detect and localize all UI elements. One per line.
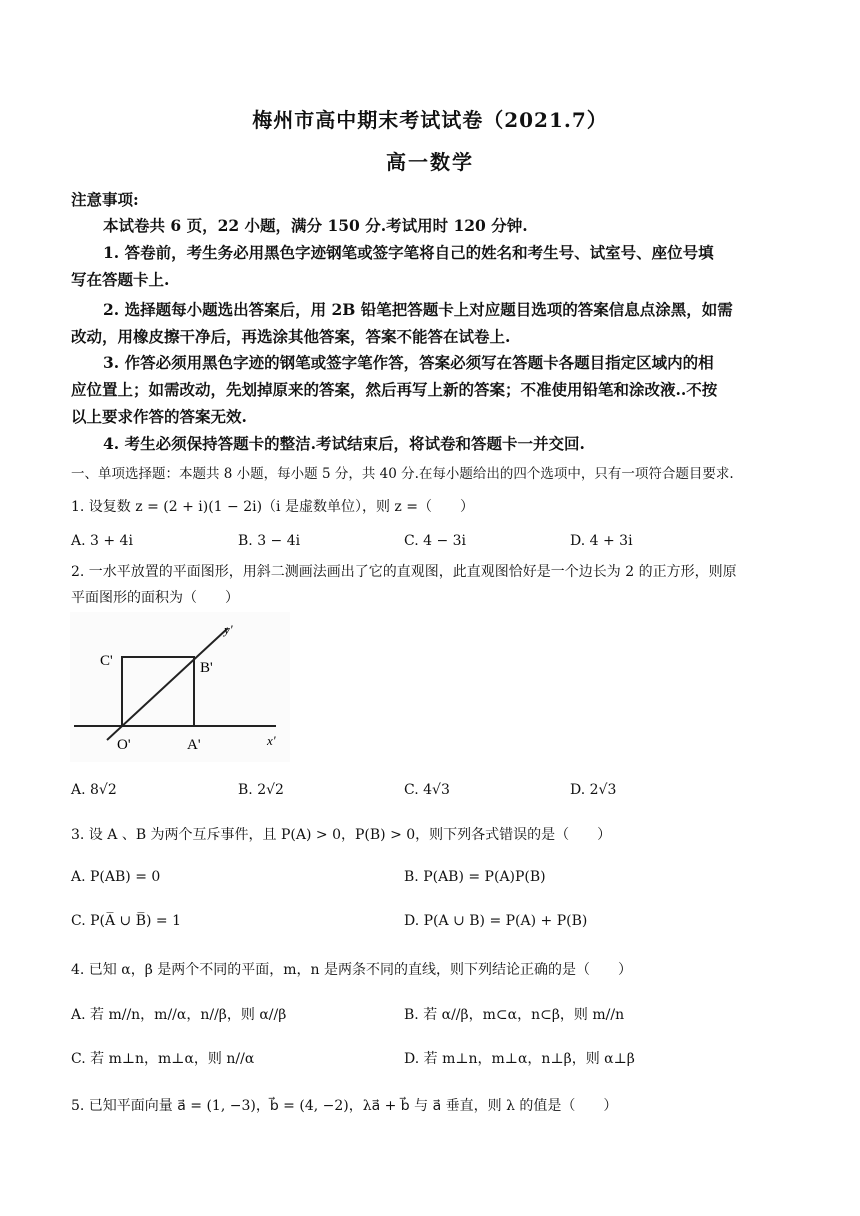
q1-option-c: C. 4 − 3i (404, 533, 467, 549)
q4-option-d: D. 若 m⊥n，m⊥α，n⊥β，则 α⊥β (404, 1051, 635, 1067)
label-y: y' (224, 622, 233, 637)
notice-line: 本试卷共 6 页，22 小题，满分 150 分.考试用时 120 分钟. (103, 216, 528, 235)
q4-option-b: B. 若 α//β，m⊂α，n⊂β，则 m//n (404, 1007, 625, 1023)
notice-line: 写在答题卡上. (71, 270, 170, 289)
q3-option-b: B. P(AB) = P(A)P(B) (404, 869, 546, 885)
notice-line: 2. 选择题每小题选出答案后，用 2B 铅笔把答题卡上对应题目选项的答案信息点涂黑，如需 (103, 300, 733, 319)
q5-stem: 5. 已知平面向量 a⃗ = (1, −3)，b⃗ = (4, −2)，λa⃗ + b⃗ 与 a⃗ 垂直，则 λ 的值是（ ） (71, 1098, 618, 1114)
q2-figure (70, 612, 290, 762)
notice-heading: 注意事项: (71, 190, 139, 209)
q4-stem: 4. 已知 α，β 是两个不同的平面，m，n 是两条不同的直线，则下列结论正确的是（ ） (71, 962, 632, 978)
label-c: C' (100, 653, 113, 669)
q1-option-b: B. 3 − 4i (238, 533, 301, 549)
q3-option-c: C. P(A̅ ∪ B̅) = 1 (71, 913, 182, 929)
section-intro: 一、单项选择题：本题共 8 小题，每小题 5 分，共 40 分.在每小题给出的四个选项中，只有一项符合题目要求. (71, 466, 734, 482)
label-b: B' (200, 660, 213, 676)
q2-stem-line2: 平面图形的面积为（ ） (71, 590, 239, 606)
notice-line: 应位置上；如需改动，先划掉原来的答案，然后再写上新的答案；不准使用铅笔和涂改液..不按 (71, 380, 718, 399)
notice-line: 3. 作答必须用黑色字迹的钢笔或签字笔作答，答案必须写在答题卡各题目指定区域内的相 (103, 353, 714, 372)
q3-option-a: A. P(AB) = 0 (71, 869, 161, 885)
q2-option-c: C. 4√3 (404, 782, 450, 798)
q1-option-a: A. 3 + 4i (71, 533, 133, 549)
label-x: x' (267, 733, 276, 748)
q2-stem-line1: 2. 一水平放置的平面图形，用斜二测画法画出了它的直观图，此直观图恰好是一个边长为 2 的正方形，则原 (71, 564, 737, 580)
q2-option-d: D. 2√3 (570, 782, 617, 798)
q4-option-c: C. 若 m⊥n，m⊥α，则 n//α (71, 1051, 255, 1067)
q2-option-a: A. 8√2 (71, 782, 117, 798)
q4-option-a: A. 若 m//n，m//α，n//β，则 α//β (71, 1007, 287, 1023)
exam-title: 梅州市高中期末考试试卷（2021.7） (252, 108, 608, 132)
q3-stem: 3. 设 A 、B 为两个互斥事件，且 P(A) > 0，P(B) > 0，则下列各式错误的是（ ） (71, 827, 612, 843)
notice-line: 4. 考生必须保持答题卡的整洁.考试结束后，将试卷和答题卡一并交回. (103, 434, 585, 453)
q1-stem: 1. 设复数 z = (2 + i)(1 − 2i)（i 是虚数单位），则 z =（ ） (71, 499, 474, 515)
q1-option-d: D. 4 + 3i (570, 533, 633, 549)
label-a: A' (187, 737, 201, 753)
exam-subtitle: 高一数学 (386, 150, 474, 174)
notice-line: 改动，用橡皮擦干净后，再选涂其他答案，答案不能答在试卷上. (71, 327, 511, 346)
q2-option-b: B. 2√2 (238, 782, 284, 798)
q3-option-d: D. P(A ∪ B) = P(A) + P(B) (404, 913, 588, 929)
label-o: O' (117, 737, 131, 753)
notice-line: 以上要求作答的答案无效. (71, 407, 247, 426)
notice-line: 1. 答卷前，考生务必用黑色字迹钢笔或签字笔将自己的姓名和考生号、试室号、座位号填 (103, 243, 714, 262)
